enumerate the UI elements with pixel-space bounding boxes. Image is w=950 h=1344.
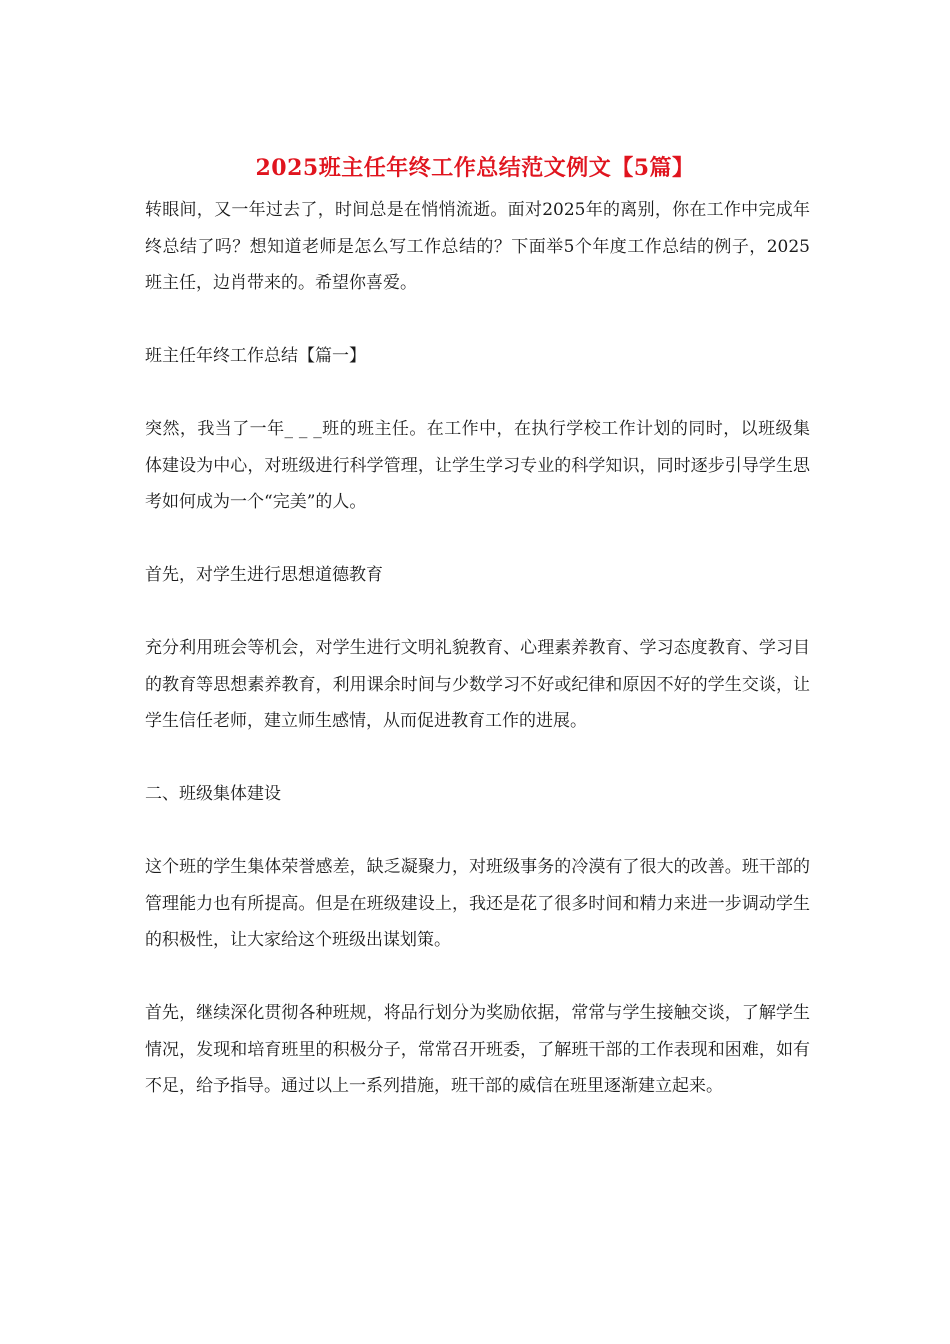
paragraph-gap (145, 813, 810, 850)
paragraph-gap (145, 959, 810, 996)
body-paragraph: 首先，继续深化贯彻各种班规，将品行划分为奖励依据，常常与学生接触交谈，了解学生情况，发现和培育班里的积极分子，常常召开班委，了解班干部的工作表现和困难，如有不足，给予指导。通过以上一系列措施，班干部的威信在班里逐渐建立起来。 (145, 1003, 810, 1096)
subheading-class-building: 二、班级集体建设 (145, 784, 281, 804)
subheading-moral-education: 首先，对学生进行思想道德教育 (145, 565, 383, 585)
paragraph-gap (145, 594, 810, 631)
intro-paragraph: 转眼间，又一年过去了，时间总是在悄悄流逝。面对2025年的离别，你在工作中完成年终总结了吗？想知道老师是怎么写工作总结的？下面举5个年度工作总结的例子，2025班主任，边肖带来的。希望你喜爱。 (145, 200, 810, 293)
paragraph-gap (145, 302, 810, 339)
body-paragraph: 突然，我当了一年_ _ _班的班主任。在工作中，在执行学校工作计划的同时，以班级集体建设为中心，对班级进行科学管理，让学生学习专业的科学知识，同时逐步引导学生思考如何成为一个“完美”的人。 (145, 419, 810, 512)
document-title: 2025班主任年终工作总结范文例文【5篇】 (255, 155, 695, 181)
body-paragraph: 这个班的学生集体荣誉感差，缺乏凝聚力，对班级事务的冷漠有了很大的改善。班干部的管理能力也有所提高。但是在班级建设上，我还是花了很多时间和精力来进一步调动学生的积极性，让大家给这个班级出谋划策。 (145, 857, 810, 950)
paragraph-gap (145, 740, 810, 777)
document-body (145, 192, 810, 1105)
section-heading-part-one: 班主任年终工作总结【篇一】 (145, 346, 366, 366)
paragraph-gap (145, 521, 810, 558)
paragraph-gap (145, 375, 810, 412)
body-paragraph: 充分利用班会等机会，对学生进行文明礼貌教育、心理素养教育、学习态度教育、学习目的教育等思想素养教育，利用课余时间与少数学习不好或纪律和原因不好的学生交谈，让学生信任老师，建立师生感情，从而促进教育工作的进展。 (145, 638, 810, 731)
